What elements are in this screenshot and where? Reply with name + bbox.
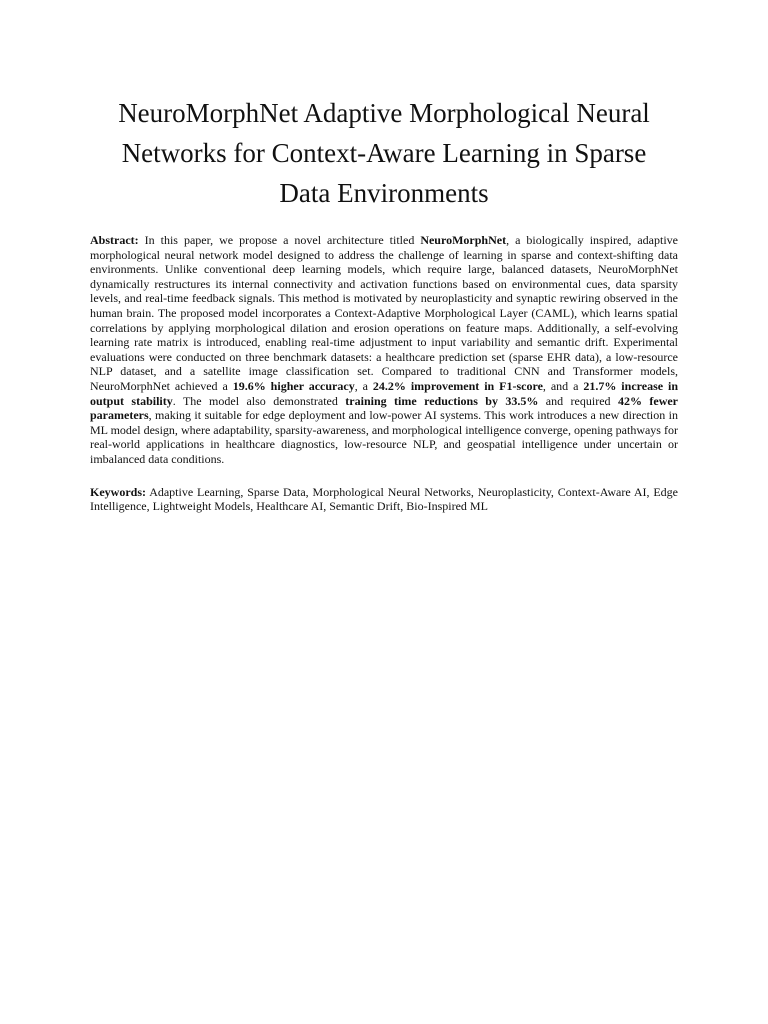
training-time-result: training time reductions by 33.5% xyxy=(345,393,539,408)
abstract-text: . The model also demonstrated xyxy=(172,393,346,408)
abstract-text: and required xyxy=(538,393,618,408)
abstract-text: , a biologically inspired, adaptive morphological neural network model designed to address the challenge of learning in sparse and context-shifting data environments. Unlike conventional deep learning models, which require large, balanced datasets, NeuroMorphNet dynamically restructures its internal connectivity and activation functions based on environmental cues, data sparsity levels, and real-time feedback signals. This method is motivated by neuroplasticity and synaptic rewiring observed in the human brain. The proposed model incorporates a Context-Adaptive Morphological Layer (CAML), which learns spatial correlations by applying morphological dilation and erosion operations on feature maps. Additionally, a self-evolving learning rate matrix is introduced, enabling real-time adjustment to input variability and semantic drift. Experimental evaluations were conducted on three benchmark datasets: a healthcare prediction set (sparse EHR data), a low-resource NLP dataset, and a satellite image classification set. Compared to traditional CNN and Transformer models, NeuroMorphNet achieved a xyxy=(90,233,678,393)
parameters-result: 42% fewer parameters xyxy=(90,393,679,423)
abstract-label: Abstract: xyxy=(90,233,139,247)
keywords-text: Adaptive Learning, Sparse Data, Morphological Neural Networks, Neuroplasticity, Context-Aware AI, Edge Intelligence, Lightweight Models, Healthcare AI, Semantic Drift, Bio-Inspired ML xyxy=(90,484,678,514)
model-name: NeuroMorphNet xyxy=(420,233,507,247)
keywords-label: Keywords: xyxy=(90,484,146,499)
abstract-text: , a xyxy=(354,378,373,393)
abstract-text: , and a xyxy=(542,378,584,393)
stability-result: 21.7% increase in output stability xyxy=(90,378,679,408)
accuracy-result: 19.6% higher accuracy xyxy=(232,378,355,393)
paper-title: NeuroMorphNet Adaptive Morphological Neural Networks for Context-Aware Learning in Sparse Data Environments xyxy=(118,98,650,208)
abstract-text: In this paper, we propose a novel architecture titled xyxy=(138,233,421,247)
keywords-paragraph xyxy=(90,485,678,514)
f1-result: 24.2% improvement in F1-score xyxy=(372,378,543,393)
abstract-text: , making it suitable for edge deployment and low-power AI systems. This work introduces a new direction in ML model design, where adaptability, sparsity-awareness, and morphological intelligence converge, opening pathways for real-world applications in healthcare diagnostics, low-resource NLP, and geospatial intelligence under uncertain or imbalanced data conditions. xyxy=(90,408,678,466)
abstract-paragraph xyxy=(90,233,678,467)
